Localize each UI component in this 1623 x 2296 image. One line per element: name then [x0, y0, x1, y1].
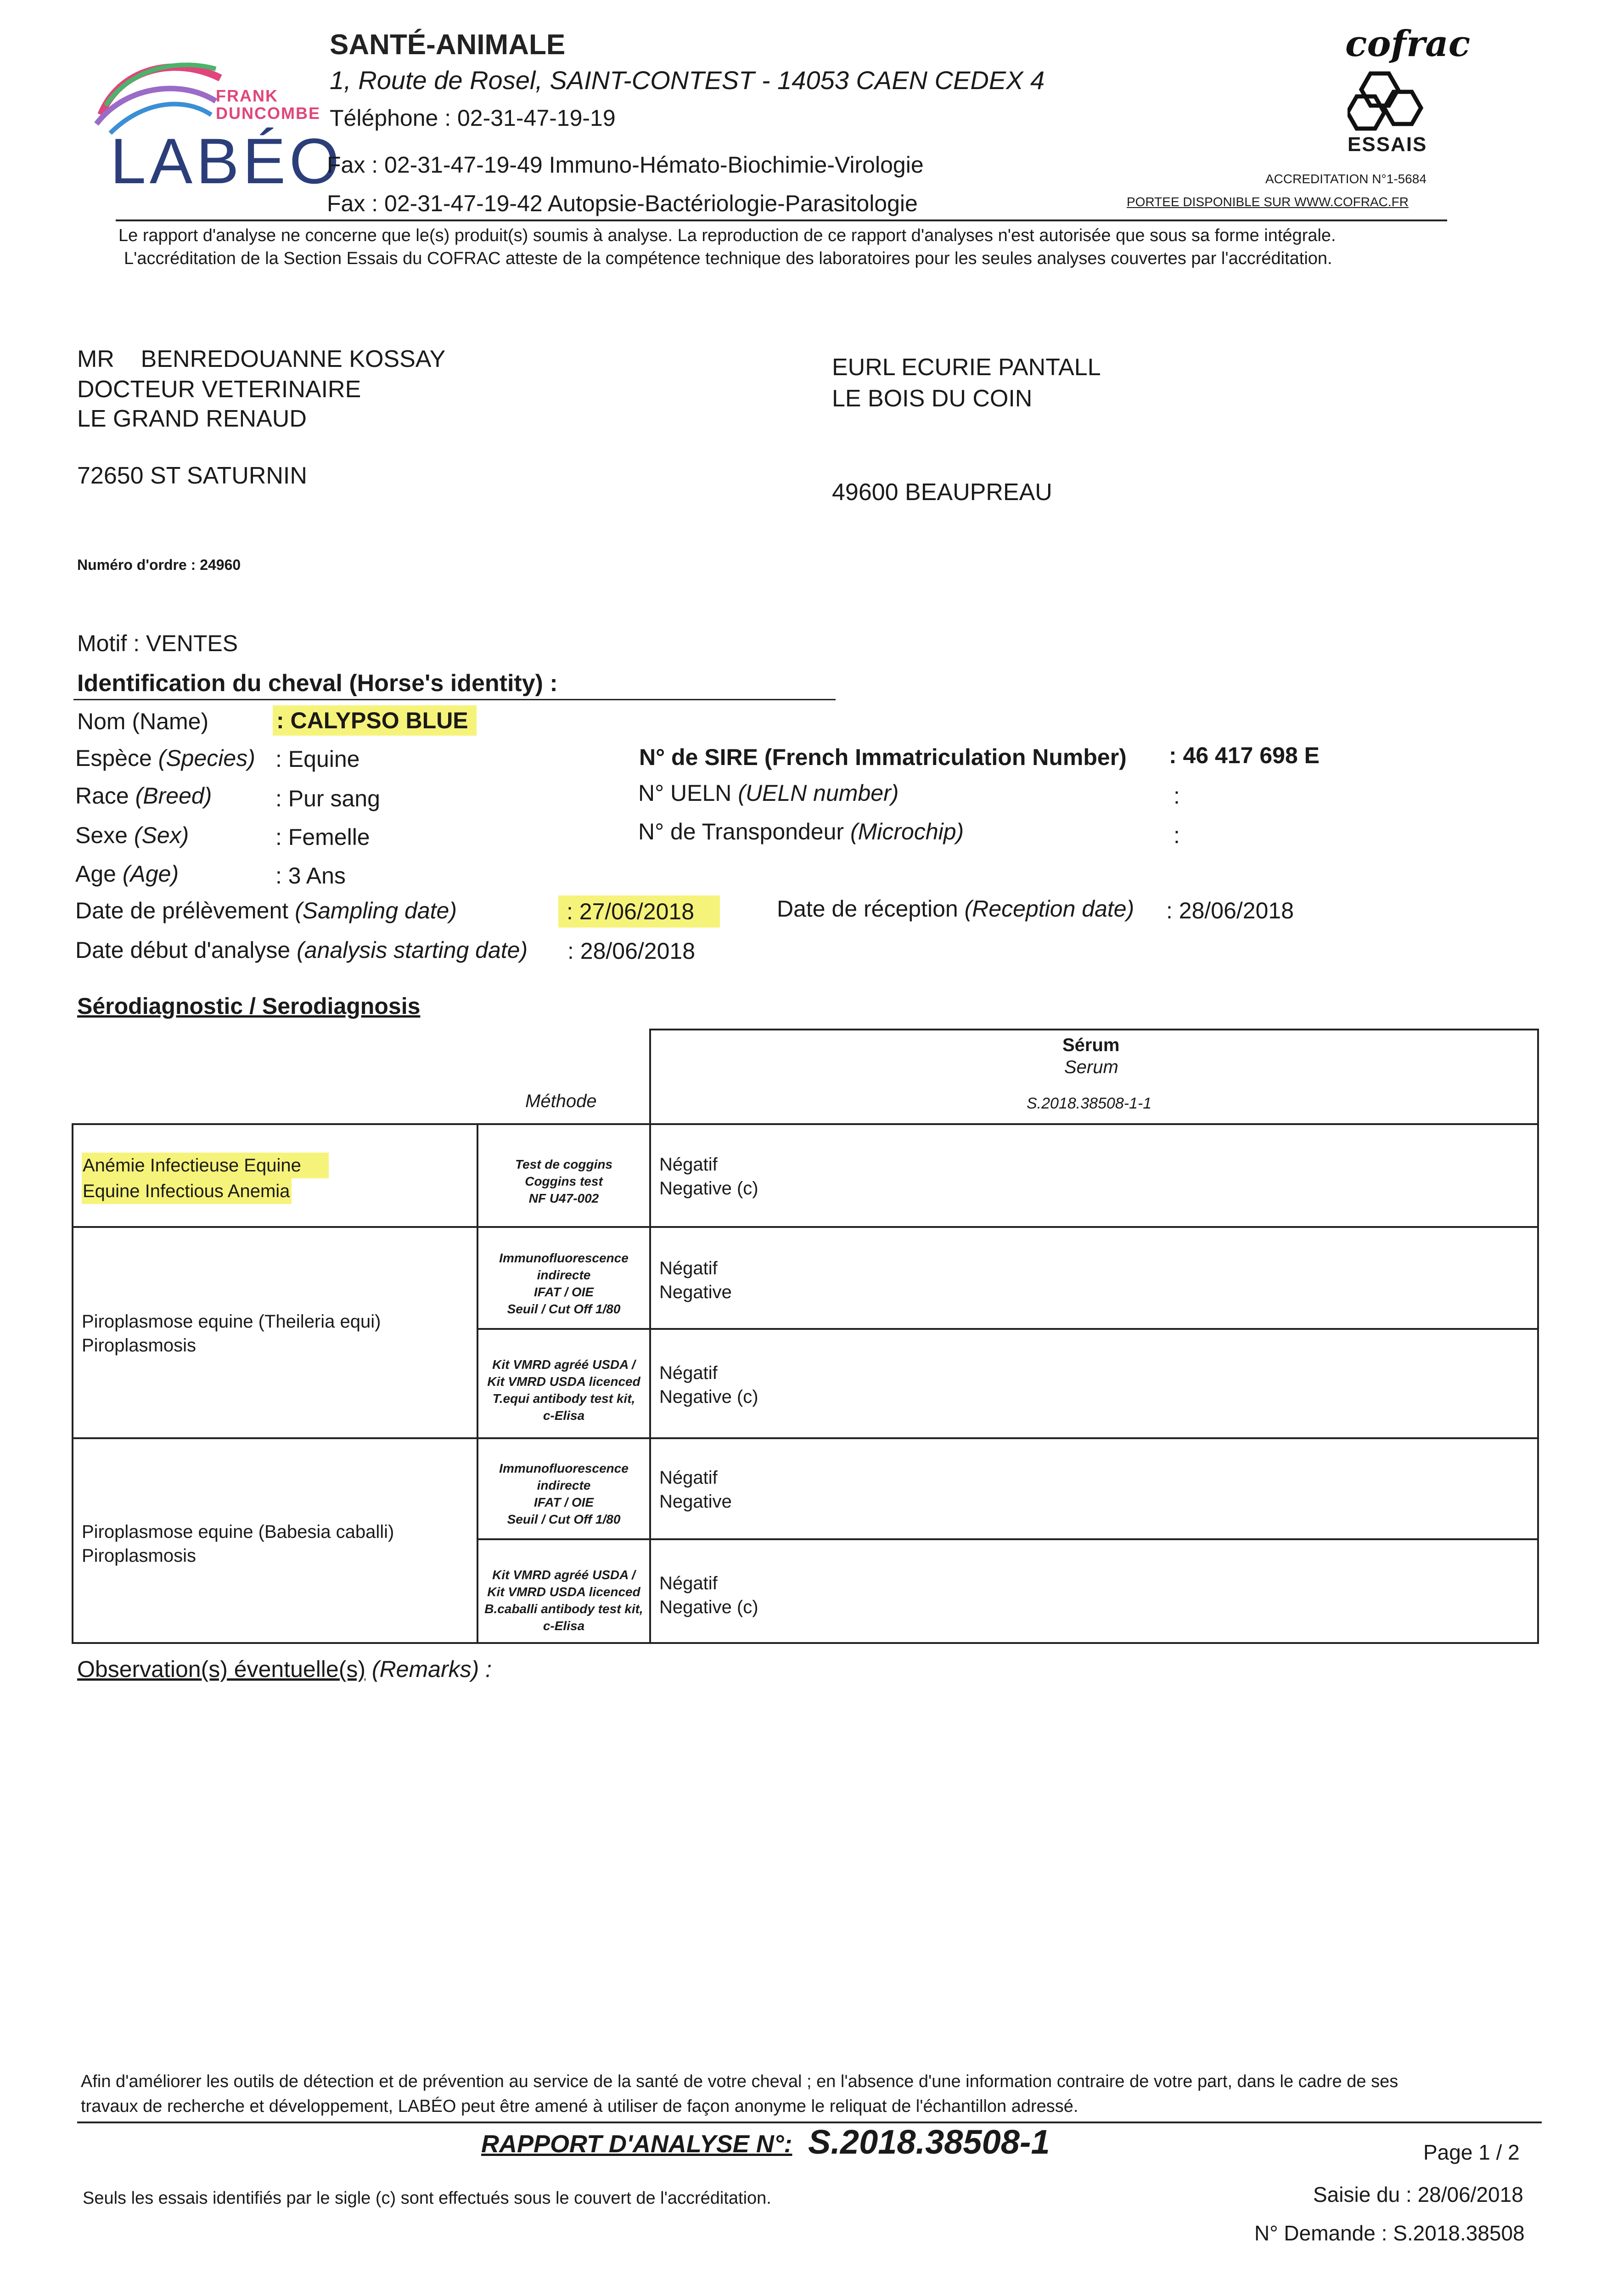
- ueln-label: N° UELN (UELN number): [638, 780, 899, 806]
- name-value: : CALYPSO BLUE: [273, 705, 477, 736]
- footer-note-2: travaux de recherche et développement, LABÉO peut être amené à utiliser de façon anonyme le reliquat de l'échantillon adressé.: [81, 2097, 1078, 2116]
- labeo-logo: [83, 51, 343, 202]
- method-cell: Kit VMRD agréé USDA / Kit VMRD USDA licenced T.equi antibody test kit, c-Elisa: [487, 1357, 640, 1423]
- rapport-number: S.2018.38508-1: [808, 2123, 1050, 2161]
- lab-fax-2: Fax : 02-31-47-19-42 Autopsie-Bactériologie-Parasitologie: [327, 191, 918, 216]
- start-value: : 28/06/2018: [567, 938, 696, 964]
- table-line: [649, 1029, 651, 1644]
- accreditation-number: ACCREDITATION N°1-5684: [1265, 172, 1426, 186]
- cofrac-wordmark: cofrac: [1345, 23, 1471, 65]
- cofrac-essais: ESSAIS: [1348, 133, 1427, 156]
- identity-heading: Identification du cheval (Horse's identity) :: [77, 670, 558, 697]
- result-cell: Négatif Negative (c): [659, 1154, 758, 1199]
- owner-line-3: 49600 BEAUPREAU: [832, 479, 1052, 506]
- result-cell: Négatif Negative: [659, 1468, 732, 1512]
- table-line: [649, 1029, 1539, 1030]
- method-cell: Kit VMRD agréé USDA / Kit VMRD USDA licenced B.caballi antibody test kit, c-Elisa: [484, 1568, 643, 1633]
- table-line: [477, 1328, 1539, 1330]
- result-cell: Négatif Negative (c): [659, 1363, 758, 1407]
- recipient-line-4: 72650 ST SATURNIN: [77, 462, 307, 489]
- reception-value: : 28/06/2018: [1166, 898, 1294, 923]
- analysis-name-fr: Piroplasmose equine (Theileria equi): [82, 1311, 381, 1332]
- cofrac-hexagon-icon: [1348, 69, 1430, 133]
- lab-name: SANTÉ-ANIMALE: [330, 29, 566, 61]
- remarks-label: Observation(s) éventuelle(s) (Remarks) :: [77, 1656, 492, 1682]
- breed-value: : Pur sang: [275, 786, 380, 811]
- table-line: [477, 1123, 478, 1644]
- sex-value: : Femelle: [275, 824, 370, 850]
- sire-label: N° de SIRE (French Immatriculation Number): [639, 744, 1127, 770]
- owner-line-1: EURL ECURIE PANTALL: [832, 354, 1101, 381]
- sampling-label: Date de prélèvement (Sampling date): [75, 898, 457, 923]
- table-row: [82, 1310, 381, 1357]
- demande-number: N° Demande : S.2018.38508: [1254, 2221, 1525, 2245]
- table-row: [82, 1520, 394, 1568]
- method-cell: Test de coggins Coggins test NF U47-002: [515, 1157, 613, 1205]
- lab-telephone: Téléphone : 02-31-47-19-19: [330, 105, 616, 131]
- species-label: Espèce (Species): [75, 745, 255, 771]
- sex-label: Sexe (Sex): [75, 822, 189, 848]
- saisie-date: Saisie du : 28/06/2018: [1313, 2183, 1523, 2206]
- start-label: Date début d'analyse (analysis starting date): [75, 937, 528, 963]
- table-row: [82, 1153, 329, 1204]
- recipient-line-2: DOCTEUR VETERINAIRE: [77, 376, 361, 403]
- lab-address: 1, Route de Rosel, SAINT-CONTEST - 14053 CAEN CEDEX 4: [330, 66, 1045, 95]
- order-number: Numéro d'ordre : 24960: [77, 557, 241, 573]
- result-cell: Négatif Negative: [659, 1258, 732, 1302]
- method-cell: Immunofluorescence indirecte IFAT / OIE Seuil / Cut Off 1/80: [499, 1251, 629, 1316]
- table-line: [72, 1123, 1539, 1125]
- identity-rule: [73, 699, 836, 700]
- header-rule: [116, 219, 1447, 221]
- age-label: Age (Age): [75, 861, 179, 887]
- page-number: Page 1 / 2: [1423, 2140, 1520, 2164]
- analysis-name-fr: Piroplasmose equine (Babesia caballi): [82, 1522, 394, 1542]
- breed-label: Race (Breed): [75, 783, 212, 809]
- table-line: [72, 1642, 1539, 1644]
- logo-subtitle: FRANK DUNCOMBE: [216, 86, 320, 123]
- analysis-name-en: Equine Infectious Anemia: [82, 1178, 292, 1204]
- sampling-value: : 27/06/2018: [558, 895, 720, 928]
- analysis-name-fr: Anémie Infectieuse Equine: [82, 1153, 329, 1178]
- result-cell: Négatif Negative (c): [659, 1573, 758, 1617]
- rapport-label: RAPPORT D'ANALYSE N°:: [481, 2130, 792, 2158]
- ueln-value: :: [1174, 783, 1180, 809]
- serum-header: Sérum: [1062, 1035, 1120, 1055]
- disclaimer-line-2: L'accréditation de la Section Essais du COFRAC atteste de la compétence technique des laboratoires pour les seules analyses couvertes par l'accréditation.: [124, 249, 1332, 268]
- table-line: [72, 1123, 73, 1644]
- method-header: Méthode: [525, 1091, 597, 1111]
- reception-label: Date de réception (Reception date): [777, 896, 1134, 922]
- age-value: : 3 Ans: [275, 863, 346, 889]
- lab-fax-1: Fax : 02-31-47-19-49 Immuno-Hémato-Biochimie-Virologie: [327, 152, 924, 178]
- table-line: [477, 1538, 1539, 1540]
- table-line: [1537, 1029, 1539, 1644]
- disclaimer-line-1: Le rapport d'analyse ne concerne que le(s) produit(s) soumis à analyse. La reproduction de ce rapport d'analyses n'est autorisée que sous sa forme intégrale.: [118, 226, 1336, 245]
- recipient-line-3: LE GRAND RENAUD: [77, 405, 307, 432]
- name-label: Nom (Name): [77, 709, 209, 734]
- sero-heading: Sérodiagnostic / Serodiagnosis: [77, 993, 421, 1019]
- motif: Motif : VENTES: [77, 630, 238, 656]
- analysis-name-en: Piroplasmosis: [82, 1546, 196, 1566]
- analysis-name-en: Piroplasmosis: [82, 1335, 196, 1356]
- sire-value: : 46 417 698 E: [1169, 743, 1320, 768]
- recipient-line-1: MR BENREDOUANNE KOSSAY: [77, 346, 446, 372]
- method-cell: Immunofluorescence indirecte IFAT / OIE Seuil / Cut Off 1/80: [499, 1461, 629, 1526]
- table-line: [72, 1437, 1539, 1439]
- transponder-label: N° de Transpondeur (Microchip): [638, 819, 964, 844]
- portee-link[interactable]: PORTEE DISPONIBLE SUR WWW.COFRAC.FR: [1127, 195, 1409, 209]
- footer-note-1: Afin d'améliorer les outils de détection et de prévention au service de la santé de votre cheval ; en l'absence d'une information contraire de votre part, dans le cadre de ses: [81, 2072, 1398, 2091]
- table-line: [72, 1226, 1539, 1228]
- serum-header-en: Serum: [1064, 1057, 1118, 1077]
- owner-line-2: LE BOIS DU COIN: [832, 385, 1033, 412]
- transponder-value: :: [1174, 822, 1180, 848]
- logo-wordmark: LABÉO: [110, 125, 343, 197]
- sample-id: S.2018.38508-1-1: [1027, 1095, 1152, 1112]
- species-value: : Equine: [275, 746, 360, 772]
- accreditation-note: Seuls les essais identifiés par le sigle (c) sont effectués sous le couvert de l'accréditation.: [83, 2189, 771, 2208]
